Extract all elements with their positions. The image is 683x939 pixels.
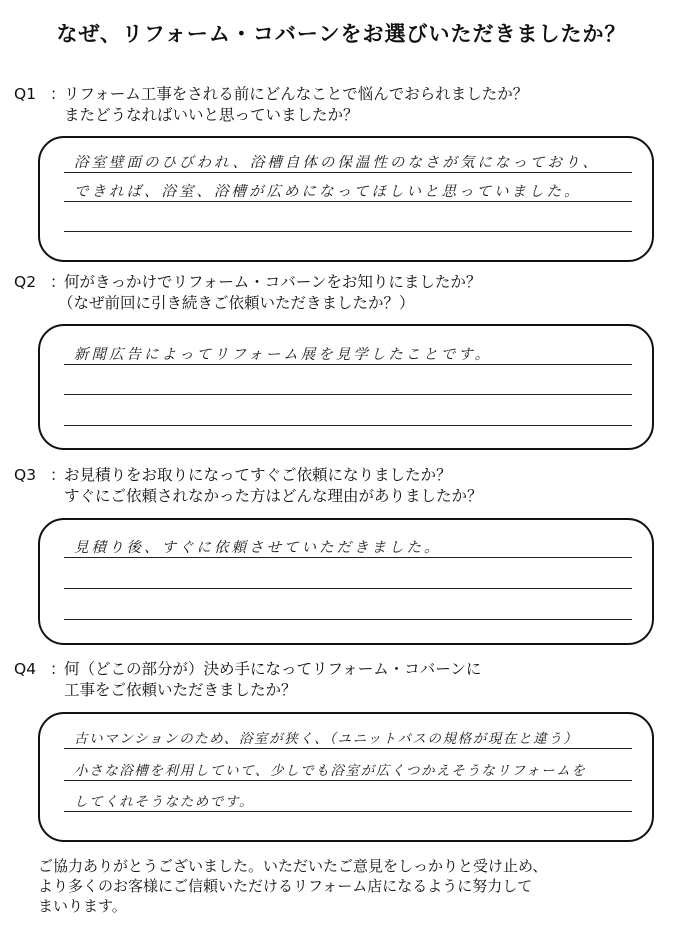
ruled-line [64,172,632,173]
ruled-line [64,588,632,589]
question-colon: ： [50,85,66,103]
ruled-line [64,231,632,232]
handwritten-answer-line: できれば、浴室、浴槽が広めになってほしいと思っていました。 [74,184,582,200]
question-2 [14,272,481,314]
question-text-line1: お見積りをお取りになってすぐご依頼になりましたか？ [64,466,452,484]
question-colon: ： [50,660,66,678]
question-number: Q1 [14,85,37,103]
question-number: Q2 [14,273,37,291]
ruled-line [64,201,632,202]
handwritten-answer-line: 古いマンションのため、浴室が狭く、（ユニットバスの規格が現在と違う） [74,731,579,747]
ruled-line [64,619,632,620]
question-1 [14,84,528,126]
ruled-line [64,811,632,812]
footer-line: まいります。 [38,897,127,915]
handwritten-answer-line: してくれそうなためです。 [74,794,255,810]
question-number: Q3 [14,466,37,484]
handwritten-answer-line: 新聞広告によってリフォーム展を見学したことです。 [74,347,493,363]
answer-box-3 [38,518,654,645]
question-text-line2: 工事をご依頼いただきましたか？ [64,681,297,699]
page-title: なぜ、リフォーム・コバーンをお選びいただきましたか？ [56,22,627,46]
answer-box-4 [38,712,654,842]
question-colon: ： [50,466,66,484]
footer-line: より多くのお客様にご信頼いただけるリフォーム店になるように努力して [38,877,533,895]
handwritten-answer-line: 小さな浴槽を利用していて、少しでも浴室が広くつかえそうなリフォームを [74,763,587,779]
ruled-line [64,394,632,395]
footer-line: ご協力ありがとうございました。いただいたご意見をしっかりと受け止め、 [38,857,548,875]
footer-message [38,856,658,916]
ruled-line [64,364,632,365]
ruled-line [64,557,632,558]
question-text-line2: すぐにご依頼されなかった方はどんな理由がありましたか？ [64,487,483,505]
handwritten-answer-line: 見積り後、すぐに依頼させていただきました。 [74,540,442,556]
question-3 [14,465,483,507]
ruled-line [64,780,632,781]
question-text-line2: またどうなればいいと思っていましたか？ [64,106,359,124]
question-colon: ： [50,273,66,291]
question-text-line1: 何がきっかけでリフォーム・コバーンをお知りにましたか？ [64,273,482,291]
ruled-line [64,748,632,749]
answer-box-2 [38,324,654,450]
handwritten-answer-line: 浴室壁面のひびわれ、浴槽自体の保温性のなさが気になっており、 [74,155,600,171]
question-number: Q4 [14,660,37,678]
question-text-line1: 何（どこの部分が）決め手になってリフォーム・コバーンに [64,660,482,678]
ruled-line [64,425,632,426]
question-text-line1: リフォーム工事をされる前にどんなことで悩んでおられましたか？ [64,85,529,103]
answer-box-1 [38,136,654,262]
question-text-line2: （なぜ前回に引き続きご依頼いただきましたか？） [58,294,415,312]
question-4 [14,659,481,701]
